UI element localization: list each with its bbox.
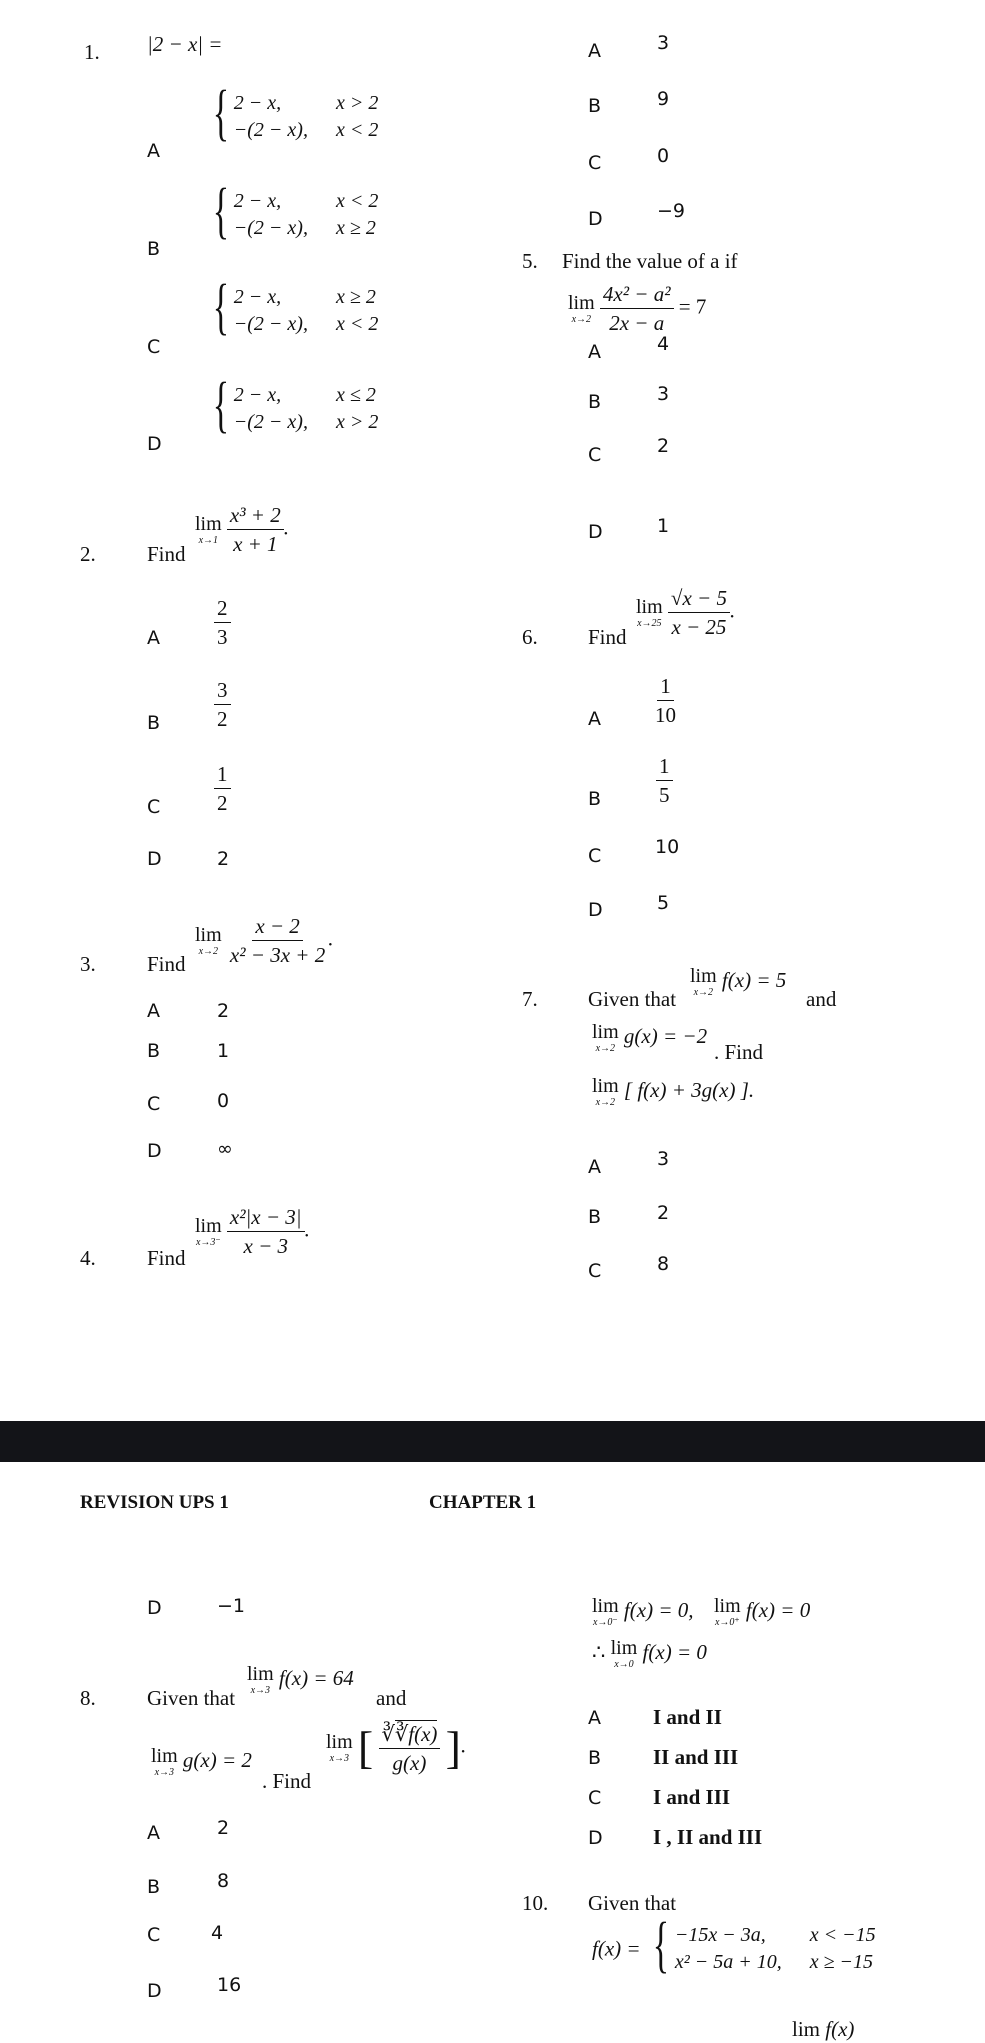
q2-option-d-label[interactable]: D bbox=[147, 848, 162, 870]
q4-option-b-label[interactable]: B bbox=[588, 95, 602, 117]
q7-expr2: lim x→2 g(x) = −2 bbox=[592, 1021, 708, 1054]
q7-option-d-value: −1 bbox=[217, 1595, 246, 1617]
q7-expr3: lim x→2 [ f(x) + 3g(x) ]. bbox=[592, 1075, 755, 1108]
q5-option-d-value: 1 bbox=[657, 515, 670, 537]
q1-option-a-label[interactable]: A bbox=[147, 140, 160, 162]
q7-option-c-value: 8 bbox=[657, 1253, 670, 1275]
q4-option-d-label[interactable]: D bbox=[588, 208, 603, 230]
q5-option-b-label[interactable]: B bbox=[588, 391, 602, 413]
q1-option-b-cases: { 2 − x, x < 2 −(2 − x), x ≥ 2 bbox=[212, 177, 379, 245]
q2-option-a-label[interactable]: A bbox=[147, 627, 160, 649]
q9-conclusion: ∴ lim x→0 f(x) = 0 bbox=[592, 1637, 707, 1670]
q10-given: Given that bbox=[588, 1891, 677, 1915]
q6-option-c-label[interactable]: C bbox=[588, 845, 602, 867]
q7-find: . Find bbox=[714, 1040, 764, 1064]
q8-number: 8. bbox=[80, 1686, 96, 1710]
q5-option-c-label[interactable]: C bbox=[588, 444, 602, 466]
q5-option-d-label[interactable]: D bbox=[588, 521, 603, 543]
q2-option-b-value: $\frac{3}{2}$ bbox=[214, 678, 231, 731]
q8-expr1: lim x→3 f(x) = 64 bbox=[247, 1663, 354, 1696]
q5-option-a-value: 4 bbox=[657, 333, 670, 355]
q8-and: and bbox=[376, 1686, 407, 1710]
q8-option-c-label[interactable]: C bbox=[147, 1924, 161, 1946]
q8-option-d-value: 16 bbox=[217, 1974, 242, 1996]
q9-option-c-label[interactable]: C bbox=[588, 1787, 602, 1809]
q6-number: 6. bbox=[522, 625, 538, 649]
q4-find: Find bbox=[147, 1246, 186, 1270]
q7-option-a-value: 3 bbox=[657, 1148, 670, 1170]
q5-option-b-value: 3 bbox=[657, 383, 670, 405]
q3-option-a-value: 2 bbox=[217, 1000, 230, 1022]
q4-option-c-label[interactable]: C bbox=[588, 152, 602, 174]
q8-option-a-value: 2 bbox=[217, 1817, 230, 1839]
q3-number: 3. bbox=[80, 952, 96, 976]
q5-option-a-label[interactable]: A bbox=[588, 341, 601, 363]
q8-expr3: lim x→3 [ $\frac{∛∛f(x)}{g(x)}$ ]. bbox=[326, 1721, 467, 1776]
q4-option-a-label[interactable]: A bbox=[588, 40, 601, 62]
q7-option-c-label[interactable]: C bbox=[588, 1260, 602, 1282]
q7-given: Given that bbox=[588, 987, 677, 1011]
q6-option-d-label[interactable]: D bbox=[588, 899, 603, 921]
q9-option-d-label[interactable]: D bbox=[588, 1827, 603, 1849]
q3-expression: lim x→2 $\frac{x - 2}{\text{x² − 3x + 2}}$ . bbox=[195, 914, 334, 968]
q8-find: . Find bbox=[262, 1769, 312, 1793]
q2-number: 2. bbox=[80, 542, 96, 566]
q2-option-b-label[interactable]: B bbox=[147, 712, 161, 734]
q7-option-a-label[interactable]: A bbox=[588, 1156, 601, 1178]
q8-option-b-label[interactable]: B bbox=[147, 1876, 161, 1898]
q9-option-c-value: I and III bbox=[653, 1785, 731, 1809]
q9-option-a-label[interactable]: A bbox=[588, 1707, 601, 1729]
q8-option-d-label[interactable]: D bbox=[147, 1980, 162, 2002]
q2-find: Find bbox=[147, 542, 186, 566]
q2-option-c-label[interactable]: C bbox=[147, 796, 161, 818]
q8-option-c-value: 4 bbox=[211, 1922, 224, 1944]
q1-option-d-label[interactable]: D bbox=[147, 433, 162, 455]
q5-number: 5. bbox=[522, 249, 538, 273]
q6-option-b-label[interactable]: B bbox=[588, 788, 602, 810]
q1-option-c-cases: { 2 − x, x ≥ 2 −(2 − x), x < 2 bbox=[212, 273, 379, 341]
q4-option-d-value: −9 bbox=[657, 200, 686, 222]
q8-option-a-label[interactable]: A bbox=[147, 1822, 160, 1844]
q1-stem: |2 − x| = bbox=[147, 32, 223, 56]
q4-option-a-value: 3 bbox=[657, 32, 670, 54]
q6-option-a-label[interactable]: A bbox=[588, 708, 601, 730]
q3-option-c-label[interactable]: C bbox=[147, 1093, 161, 1115]
q9-option-b-label[interactable]: B bbox=[588, 1747, 602, 1769]
q8-option-b-value: 8 bbox=[217, 1870, 230, 1892]
q4-number: 4. bbox=[80, 1246, 96, 1270]
q9-option-d-value: I , II and III bbox=[653, 1825, 763, 1849]
q5-text: Find the value of a if bbox=[562, 249, 738, 273]
q6-expression: lim x→25 $\frac{√x - 5}{x - 25}$ . bbox=[636, 586, 736, 640]
q1-option-a-cases: { 2 − x, x > 2 −(2 − x), x < 2 bbox=[212, 79, 379, 147]
q1-option-b-label[interactable]: B bbox=[147, 238, 161, 260]
q10-piecewise: f(x) = { −15x − 3a, x < −15 x² − 5a + 10, x ≥ −15 bbox=[592, 1911, 876, 1979]
q7-number: 7. bbox=[522, 987, 538, 1011]
q10-limit-tail: lim f(x) bbox=[792, 2017, 855, 2041]
q4-option-b-value: 9 bbox=[657, 88, 670, 110]
q7-option-b-value: 2 bbox=[657, 1202, 670, 1224]
q1-number: 1. bbox=[84, 40, 100, 64]
q3-find: Find bbox=[147, 952, 186, 976]
header-chapter: CHAPTER 1 bbox=[429, 1492, 537, 1513]
q1-option-c-label[interactable]: C bbox=[147, 336, 161, 358]
q7-and: and bbox=[806, 987, 837, 1011]
q6-find: Find bbox=[588, 625, 627, 649]
header-revision: REVISION UPS 1 bbox=[80, 1492, 229, 1513]
q7-expr1: lim x→2 f(x) = 5 bbox=[690, 965, 787, 998]
q7-option-d-label[interactable]: D bbox=[147, 1597, 162, 1619]
page-separator bbox=[0, 1421, 985, 1462]
q6-option-c-value: 10 bbox=[655, 836, 680, 858]
q4-expression: lim x→3⁻ $\frac{\text{x²|x − 3|}}{x - 3}$ . bbox=[195, 1205, 310, 1259]
q7-option-b-label[interactable]: B bbox=[588, 1206, 602, 1228]
q2-option-d-value: 2 bbox=[217, 848, 230, 870]
q8-expr2: lim x→3 g(x) = 2 bbox=[151, 1745, 252, 1778]
q6-option-a-value: $\frac{1}{10}$ bbox=[655, 674, 676, 728]
q9-limits-line: lim x→0⁻ f(x) = 0, lim x→0⁺ f(x) = 0 bbox=[592, 1595, 811, 1628]
q3-option-b-value: 1 bbox=[217, 1040, 230, 1062]
q2-option-c-value: $\frac{1}{2}$ bbox=[214, 762, 231, 815]
q4-option-c-value: 0 bbox=[657, 145, 670, 167]
q9-option-b-value: II and III bbox=[653, 1745, 739, 1769]
q1-option-d-cases: { 2 − x, x ≤ 2 −(2 − x), x > 2 bbox=[212, 371, 379, 439]
q2-option-a-value: $\frac{2}{3}$ bbox=[214, 596, 231, 649]
q3-option-d-value: ∞ bbox=[217, 1138, 233, 1160]
q3-option-d-label[interactable]: D bbox=[147, 1140, 162, 1162]
q6-option-b-value: $\frac{1}{5}$ bbox=[656, 754, 673, 807]
q10-number: 10. bbox=[522, 1891, 549, 1915]
q5-option-c-value: 2 bbox=[657, 435, 670, 457]
q2-expression: lim x→1 $\frac{\text{x³ + 2}}{x + 1}$ . bbox=[195, 503, 289, 557]
q3-option-b-label[interactable]: B bbox=[147, 1040, 161, 1062]
q9-option-a-value: I and II bbox=[653, 1705, 722, 1729]
q5-expression: lim x→2 $\frac{\text{4x² − a²}}{2x - a}$ = 7 bbox=[568, 282, 707, 336]
q3-option-a-label[interactable]: A bbox=[147, 1000, 160, 1022]
q6-option-d-value: 5 bbox=[657, 892, 670, 914]
q8-given: Given that bbox=[147, 1686, 236, 1710]
q3-option-c-value: 0 bbox=[217, 1090, 230, 1112]
